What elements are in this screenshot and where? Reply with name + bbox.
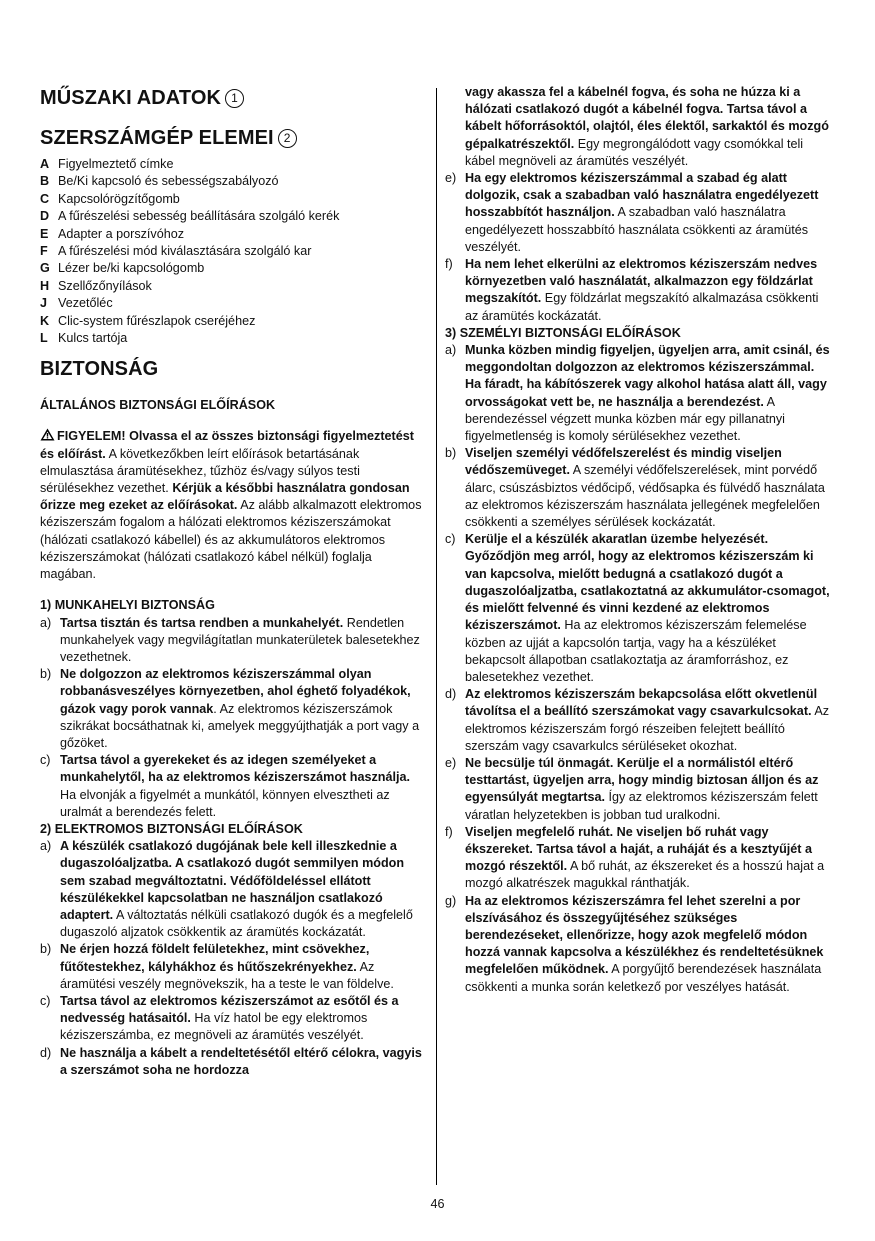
list-item: L Kulcs tartója (40, 331, 128, 346)
list-item: C Kapcsolórögzítőgomb (40, 191, 180, 206)
list-item: b) Ne dolgozzon az elektromos kéziszerszámmal olyan robbanásveszélyes környezetben, ahol éghető folyadékok, gázok vagy porok vannak. Az elektromos kéziszerszámok szikrákat bocsáthatnak ki, amelyek meggyújthatják a port vagy a gőzöket. (40, 667, 420, 750)
list-item: c) Tartsa távol a gyerekeket és az idegen személyeket a munkahelytől, ha az elektromos kéziszerszámot használja. Ha elvonják a figyelmét a munkától, könnyen elvesztheti az uralmát a berendezés felett. (40, 753, 410, 819)
figure-ref-1: 1 (225, 89, 244, 108)
list-item: b) Ne érjen hozzá földelt felületekhez, mint csövekhez, fűtőtestekhez, kályhákhoz és hűtőszekrényekhez. Az áramütési veszély megnövekszik, ha a teste le van földelve. (40, 942, 394, 991)
warning-triangle-icon (40, 428, 55, 441)
list-item: e) Ha egy elektromos kéziszerszámmal a szabad ég alatt dolgozik, csak a szabadban való használatra engedélyezett hosszabbítót használjon. A szabadban való használatra engedélyezett hosszabbító használata csökkenti az áramütés veszélyét. (445, 171, 819, 254)
list-item: K Clic-system fűrészlapok cseréjéhez (40, 313, 256, 328)
list-item: J Vezetőléc (40, 296, 113, 311)
parts-list (40, 156, 428, 347)
tech-data-heading: MŰSZAKI ADATOK 1 (40, 86, 428, 110)
list-item: f) Ha nem lehet elkerülni az elektromos kéziszerszám nedves környezetben való használatát, alkalmazzon egy földzárlat megszakítót. Egy földzárlat megszakító alkalmazása csökkenti az áramütés kockázatát. (445, 257, 819, 323)
list-item: E Adapter a porszívóhoz (40, 226, 185, 241)
list-item: e) Ne becsülje túl önmagát. Kerülje el a normálistól eltérő testtartást, ügyeljen arra, hogy mindig biztosan álljon és az egyensúlyát megtartsa. Így az elektromos kéziszerszám felett váratlan helyzetekben is jobban tud uralkodni. (445, 755, 819, 822)
general-safety-heading: ÁLTALÁNOS BIZTONSÁGI ELŐÍRÁSOK (40, 398, 276, 413)
general-warning: FIGYELEM! Olvassa el az összes biztonsági figyelmeztetést és előírást. A következőkben leírt előírások betartásának elmulasztása áramütésekhez, tűzhöz és/vagy súlyos testi sérülésekhez vezethet. Kérjük a későbbi használatra gondosan őrizze meg ezeket az előírásokat. Az alább alkalmazott elektromos kéziszerszám fogalom a hálózati elektromos kéziszerszámokat (hálózati csatlakozó kábellel) és az akkumulátoros elektromos kéziszerszámokat (hálózati csatlakozó kábel nélkül) foglalja magában. (40, 429, 422, 582)
section-personal: 3) SZEMÉLYI BIZTONSÁGI ELŐÍRÁSOK (445, 325, 681, 340)
column-divider (436, 88, 437, 1185)
list-item: G Lézer be/ki kapcsológomb (40, 261, 205, 276)
figure-ref-2: 2 (278, 129, 297, 148)
list-item: g) Ha az elektromos kéziszerszámra fel lehet szerelni a por elszívásához és összegyűjtéséhez szükséges berendezéseket, ellenőrizze, hogy azok megfelelő módon hozzá vannak kapcsolva a készülékhez és rendeltetésüknek megfelelően működnek. A porgyűjtő berendezések használata csökkenti a munka során keletkező por veszélyes hatását. (445, 893, 824, 994)
list-item: c) Tartsa távol az elektromos kéziszerszámot az esőtől és a nedvesség hatásaitól. Ha víz hatol be egy elektromos kéziszerszámba, ez megnöveli az áramütés veszélyét. (40, 993, 399, 1043)
tool-parts-heading: SZERSZÁMGÉP ELEMEI 2 (40, 126, 428, 150)
list-item: D A fűrészelési sebesség beállítására szolgáló kerék (40, 209, 340, 224)
safety-heading: BIZTONSÁG (40, 358, 159, 381)
list-item: d) Ne használja a kábelt a rendeltetésétől eltérő célokra, vagyis a szerszámot soha ne hordozza (40, 1045, 422, 1077)
page-number: 46 (430, 1197, 445, 1211)
list-item: a) Tartsa tisztán és tartsa rendben a munkahelyét. Rendetlen munkahelyek vagy megvilágítatlan munkaterületek balesetekhez vezethetnek. (40, 615, 420, 664)
section-work-area: 1) MUNKAHELYI BIZTONSÁG (40, 598, 215, 613)
list-item: b) Viseljen személyi védőfelszerelést és mindig viseljen védőszemüveget. A személyi védőfelszerelések, mint porvédő álarc, csúszásbiztos védőcipő, védősapka és fülvédő használata az elektromos kéziszerszám használata jellegének megfelelően csökkenti a személyes sérülések kockázatát. (445, 446, 825, 530)
list-item: F A fűrészelési mód kiválasztására szolgáló kar (40, 244, 312, 259)
list-item: B Be/Ki kapcsoló és sebességszabályozó (40, 174, 279, 189)
list-item-continued: vagy akassza fel a kábelnél fogva, és soha ne húzza ki a hálózati csatlakozó dugót a kábelnél fogva. Tartsa távol a kábelt hőforrásoktól, olajtól, éles élektől, sarkaktól és mozgó gépalkatrészektől. Egy megrongálódott vagy csomókkal teli kábel megnöveli az áramütés veszélyét. (465, 85, 829, 168)
list-item: A Figyelmeztető címke (40, 157, 174, 171)
section-electrical: 2) ELEKTROMOS BIZTONSÁGI ELŐÍRÁSOK (40, 821, 303, 836)
list-item: a) Munka közben mindig figyeljen, ügyeljen arra, amit csinál, és meggondoltan dolgozzon az elektromos kéziszerszámmal. Ha fáradt, ha kábítószerek vagy alkohol hatása alatt áll, vagy orvosságokat vett be, ne használja a berendezést. A berendezéssel végzett munka közben már egy pillanatnyi figyelmetlenség is komoly sérülésekhez vezethet. (445, 343, 830, 444)
left-column (40, 84, 428, 1079)
right-column (445, 84, 833, 996)
list-item: H Szellőzőnyílások (40, 278, 152, 293)
list-item: d) Az elektromos kéziszerszám bekapcsolása előtt okvetlenül távolítsa el a beállító szerszámokat vagy csavarkulcsokat. Az elektromos kéziszerszám forgó részeiben felejtett beállító szerszám vagy csavarkulcs sérüléseket okozhat. (445, 687, 830, 753)
list-item: c) Kerülje el a készülék akaratlan üzembe helyezését. Győződjön meg arról, hogy az elektromos kéziszerszám ki van kapcsolva, mielőtt bedugná a csatlakozó dugót a dugaszolóaljzatba, csatlakoztatná az akkumulátor-csomagot, és mielőtt felvenné és vinni kezdené az elektromos kéziszerszámot. Ha az elektromos kéziszerszám felemelése közben az ujját a kapcsolón tartja, vagy ha a készüléket bekapcsolt állapotban csatlakoztatja az áramforráshoz, ez balesetekhez vezethet. (445, 532, 830, 684)
list-item: f) Viseljen megfelelő ruhát. Ne viseljen bő ruhát vagy ékszereket. Tartsa távol a haját, a ruháját és a kesztyűjét a mozgó részektől. A bő ruhát, az ékszereket és a hosszú hajat a mozgó alkatrészek magukkal ránthatják. (445, 824, 825, 891)
list-item: a) A készülék csatlakozó dugójának bele kell illeszkednie a dugaszolóaljzatba. A csatlakozó dugót semmilyen módon sem szabad megváltoztatni. Védőföldeléssel ellátott készülékekkel kapcsolatban ne használjon csatlakozó adaptert. A változtatás nélküli csatlakozó dugók és a megfelelő dugaszoló aljzatok csökkentik az áramütés kockázatát. (40, 839, 413, 940)
